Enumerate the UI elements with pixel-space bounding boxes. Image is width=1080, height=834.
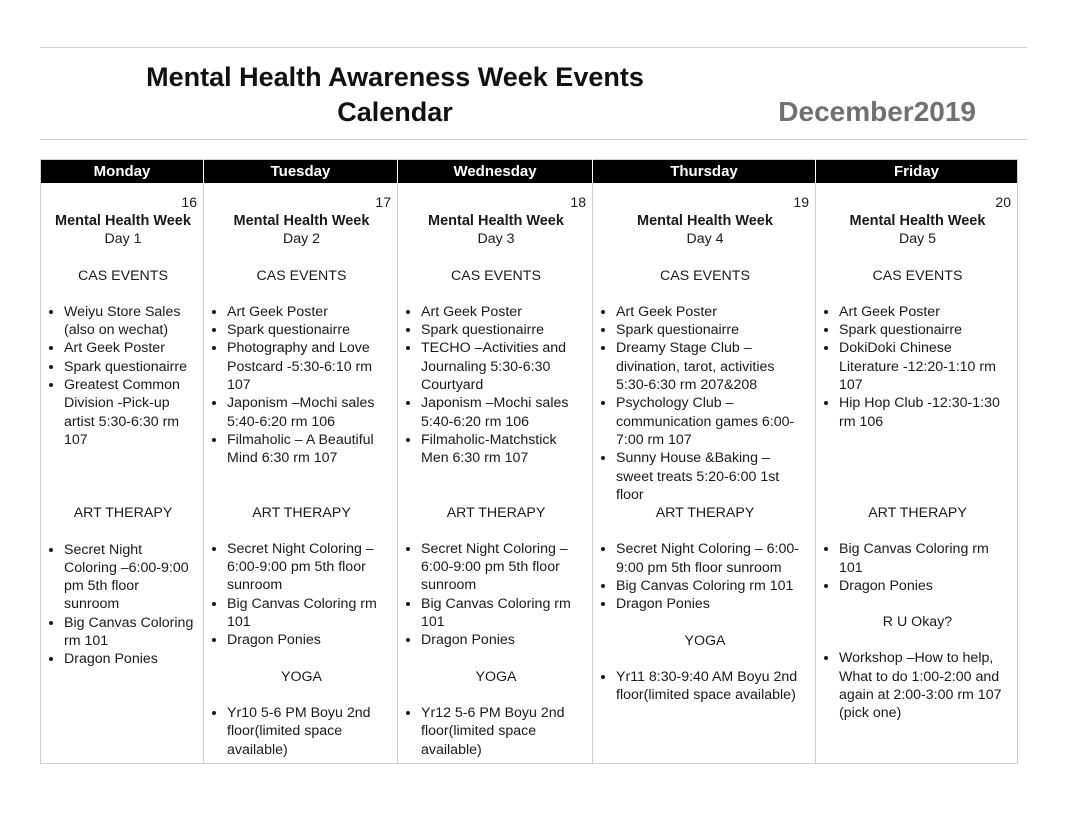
yoga-list <box>406 704 586 759</box>
cas-event-item: • Art Geek Poster <box>839 303 1011 321</box>
cas-event-item: • Japonism –Mochi sales 5:40-6:20 rm 106 <box>227 394 391 431</box>
cas-event-item: • Greatest Common Division -Pick-up artist 5:30-6:30 rm 107 <box>64 376 197 449</box>
cas-event-item: • Spark questionairre <box>421 321 586 339</box>
weekday-thursday: Thursday <box>593 160 816 184</box>
cas-event-item: • Art Geek Poster <box>64 339 197 357</box>
day-heading: Mental Health Week <box>233 213 370 229</box>
art-therapy-item: • Dragon Ponies <box>616 595 809 613</box>
art-therapy-title: ART THERAPY <box>252 504 351 521</box>
cas-event-item: • Japonism –Mochi sales 5:40-6:20 rm 106 <box>421 394 586 431</box>
art-therapy-item: • Big Canvas Coloring rm 101 <box>421 595 586 632</box>
yoga-title: YOGA <box>684 632 726 649</box>
art-therapy-title: ART THERAPY <box>446 504 546 521</box>
cas-event-item: • Spark questionairre <box>616 321 809 339</box>
events-calendar <box>40 159 1018 764</box>
weekday-header-row <box>41 160 1018 184</box>
day-cell-friday <box>816 183 1018 764</box>
yoga-item: • Yr11 8:30-9:40 AM Boyu 2nd floor(limited space available) <box>616 668 809 705</box>
weekday-friday: Friday <box>816 160 1018 184</box>
art-therapy-item: • Big Canvas Coloring rm 101 <box>227 595 391 632</box>
yoga-title: YOGA <box>281 668 322 685</box>
date-number: 20 <box>995 194 1011 210</box>
cas-event-item: • Filmaholic – A Beautiful Mind 6:30 rm 107 <box>227 431 391 468</box>
day-label: Day 2 <box>282 231 321 248</box>
cas-event-item: • Spark questionairre <box>839 321 1011 339</box>
weekday-tuesday: Tuesday <box>204 160 398 184</box>
header-rule <box>40 139 1027 140</box>
art-therapy-title: ART THERAPY <box>73 505 173 522</box>
cas-event-item: • TECHO –Activities and Journaling 5:30-6:30 Courtyard <box>421 339 586 394</box>
yoga-list <box>212 704 391 759</box>
art-therapy-item: • Secret Night Coloring –6:00-9:00 pm 5th floor sunroom <box>227 540 391 595</box>
art-therapy-list <box>601 540 809 613</box>
art-therapy-list <box>406 540 586 650</box>
cas-event-item: • Filmaholic-Matchstick Men 6:30 rm 107 <box>421 431 586 468</box>
top-rule <box>40 47 1027 48</box>
art-therapy-title: ART THERAPY <box>868 504 967 521</box>
cas-event-item: • Weiyu Store Sales (also on wechat) <box>64 303 197 340</box>
day-label: Day 4 <box>686 231 724 248</box>
day-content <box>41 183 203 669</box>
cas-event-item: • Art Geek Poster <box>616 303 809 321</box>
cas-event-item: • Spark questionairre <box>64 358 197 376</box>
cas-events-title: CAS EVENTS <box>872 267 963 284</box>
day-label: Day 5 <box>898 231 937 248</box>
cas-events-title: CAS EVENTS <box>78 267 168 284</box>
cas-event-item: • Sunny House &Baking – sweet treats 5:20-6:00 1st floor <box>616 449 809 504</box>
art-therapy-item: • Dragon Ponies <box>839 577 1011 595</box>
cas-event-item: • Dreamy Stage Club – divination, tarot, activities 5:30-6:30 rm 207&208 <box>616 339 809 394</box>
date-number: 17 <box>375 194 391 210</box>
day-heading: Mental Health Week <box>428 213 564 229</box>
cas-events-title: CAS EVENTS <box>256 267 347 284</box>
cas-event-list <box>824 303 1011 431</box>
day-cell-wednesday <box>398 183 593 764</box>
day-cell-monday <box>41 183 204 764</box>
day-cell-thursday <box>593 183 816 764</box>
yoga-item: • Yr10 5-6 PM Boyu 2nd floor(limited space available) <box>227 704 391 759</box>
cas-event-item: • Psychology Club – communication games 6:00-7:00 rm 107 <box>616 394 809 449</box>
cas-event-list <box>406 303 586 468</box>
cas-event-list <box>212 303 391 468</box>
cas-event-list <box>601 303 809 504</box>
yoga-title: YOGA <box>475 668 517 685</box>
cas-event-item: • Art Geek Poster <box>227 303 391 321</box>
day-heading: Mental Health Week <box>849 213 986 229</box>
day-label: Day 1 <box>104 231 142 248</box>
day-content <box>816 183 1017 723</box>
week-row <box>41 183 1018 764</box>
cas-event-item: • Hip Hop Club -12:30-1:30 rm 106 <box>839 394 1011 431</box>
art-therapy-item: • Big Canvas Coloring rm 101 <box>616 577 809 595</box>
yoga-item: • Yr12 5-6 PM Boyu 2nd floor(limited space available) <box>421 704 586 759</box>
art-therapy-item: • Secret Night Coloring –6:00-9:00 pm 5th floor sunroom <box>421 540 586 595</box>
art-therapy-item: • Big Canvas Coloring rm 101 <box>839 540 1011 577</box>
cas-event-list <box>49 303 197 449</box>
day-content <box>204 183 397 759</box>
day-cell-tuesday <box>204 183 398 764</box>
cas-event-item: • DokiDoki Chinese Literature -12:20-1:10 rm 107 <box>839 339 1011 394</box>
ruok-item: • Workshop –How to help, What to do 1:00-2:00 and again at 2:00-3:00 rm 107 (pick one) <box>839 649 1011 722</box>
page-title <box>70 60 720 130</box>
ruok-title: R U Okay? <box>882 614 953 631</box>
ruok-list <box>824 649 1011 722</box>
art-therapy-item: • Dragon Ponies <box>227 631 391 649</box>
weekday-monday: Monday <box>41 160 204 184</box>
yoga-list <box>601 668 809 705</box>
art-therapy-list <box>49 541 197 669</box>
art-therapy-item: • Secret Night Coloring –6:00-9:00 pm 5th floor sunroom <box>64 541 197 614</box>
title-line-1: Mental Health Awareness Week Events <box>146 62 644 92</box>
cas-events-title: CAS EVENTS <box>660 267 750 284</box>
day-label: Day 3 <box>477 231 515 248</box>
weekday-wednesday: Wednesday <box>398 160 593 184</box>
title-line-2: Calendar <box>337 97 453 127</box>
cas-event-item: • Photography and Love Postcard -5:30-6:10 rm 107 <box>227 339 391 394</box>
cas-event-item: • Spark questionairre <box>227 321 391 339</box>
art-therapy-list <box>824 540 1011 595</box>
cas-event-item: • Art Geek Poster <box>421 303 586 321</box>
art-therapy-item: • Dragon Ponies <box>421 631 586 649</box>
art-therapy-item: • Secret Night Coloring – 6:00-9:00 pm 5th floor sunroom <box>616 540 809 577</box>
art-therapy-item: • Dragon Ponies <box>64 650 197 668</box>
month-label: December2019 <box>778 96 976 127</box>
day-content <box>398 183 592 759</box>
art-therapy-list <box>212 540 391 650</box>
art-therapy-item: • Big Canvas Coloring rm 101 <box>64 614 197 651</box>
date-number: 19 <box>793 194 809 210</box>
art-therapy-title: ART THERAPY <box>655 505 755 522</box>
date-number: 16 <box>181 194 197 210</box>
date-number: 18 <box>570 194 586 210</box>
day-heading: Mental Health Week <box>55 213 191 229</box>
day-content <box>593 183 815 705</box>
cas-events-title: CAS EVENTS <box>451 267 541 284</box>
day-heading: Mental Health Week <box>637 213 773 229</box>
